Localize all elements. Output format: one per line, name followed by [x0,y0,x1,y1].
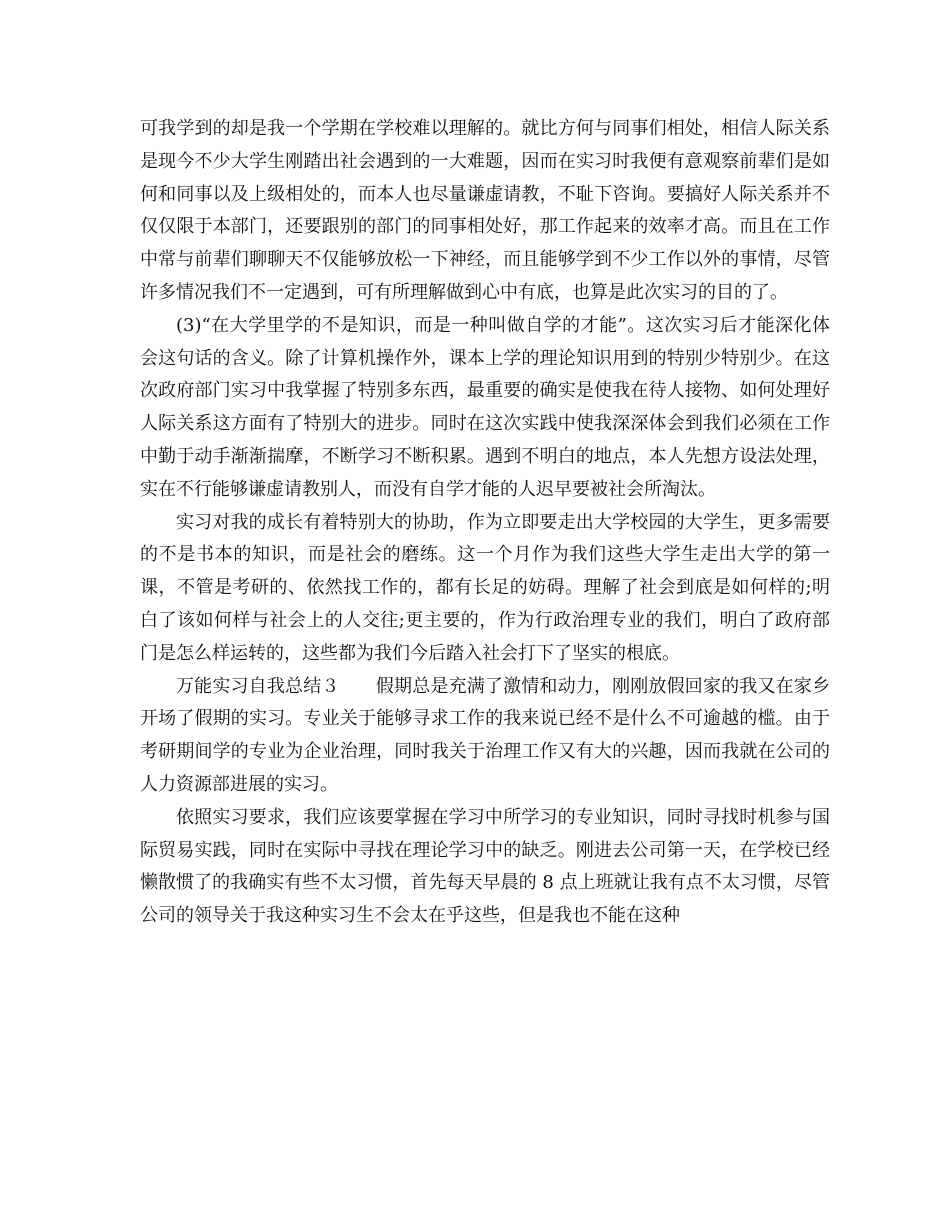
paragraph: 可我学到的却是我一个学期在学校难以理解的。就比方何与同事们相处，相信人际关系是现今不少大学生刚踏出社会遇到的一大难题，因而在实习时我便有意观察前辈们是如何和同事以及上级相处的，而本人也尽量谦虚请教，不耻下咨询。要搞好人际关系并不仅仅限于本部门，还要跟别的部门的同事相处好，那工作起来的效率才高。而且在工作中常与前辈们聊聊天不仅能够放松一下神经，而且能够学到不少工作以外的事情，尽管许多情况我们不一定遇到，可有所理解做到心中有底，也算是此次实习的目的了。 [140,118,830,303]
paragraph: 实习对我的成长有着特别大的协助，作为立即要走出大学校园的大学生，更多需要的不是书本的知识，而是社会的磨练。这一个月作为我们这些大学生走出大学的第一课，不管是考研的、依然找工作的，都有长足的妨碍。理解了社会到底是如何样的;明白了该如何样与社会上的人交往;更主要的，作为行政治理专业的我们，明白了政府部门是怎么样运转的，这些都为我们今后踏入社会打下了坚实的根底。 [140,511,830,664]
paragraph: 依照实习要求，我们应该要掌握在学习中所学习的专业知识，同时寻找时机参与国际贸易实践，同时在实际中寻找在理论学习中的缺乏。刚进去公司第一天，在学校已经懒散惯了的我确实有些不太习惯，首先每天早晨的 8 点上班就让我有点不太习惯，尽管公司的领导关于我这种实习生不会太在乎这些，但是我也不能在这种 [140,806,830,927]
document-body [140,113,830,933]
paragraph: 万能实习自我总结３ 假期总是充满了激情和动力，刚刚放假回家的我又在家乡开场了假期的实习。专业关于能够寻求工作的我来说已经不是什么不可逾越的槛。由于考研期间学的专业为企业治理，同时我关于治理工作又有大的兴趣，因而我就在公司的人力资源部进展的实习。 [140,675,830,795]
paragraph: (3)“在大学里学的不是知识，而是一种叫做自学的才能”。这次实习后才能深化体会这句话的含义。除了计算机操作外，课本上学的理论知识用到的特别少特别少。在这次政府部门实习中我掌握了特别多东西，最重要的确实是使我在待人接物、如何处理好人际关系这方面有了特别大的进步。同时在这次实践中使我深深体会到我们必须在工作中勤于动手渐渐揣摩，不断学习不断积累。遇到不明白的地点，本人先想方设法处理，实在不行能够谦虚请教别人，而没有自学才能的人迟早要被社会所淘汰。 [140,314,830,500]
